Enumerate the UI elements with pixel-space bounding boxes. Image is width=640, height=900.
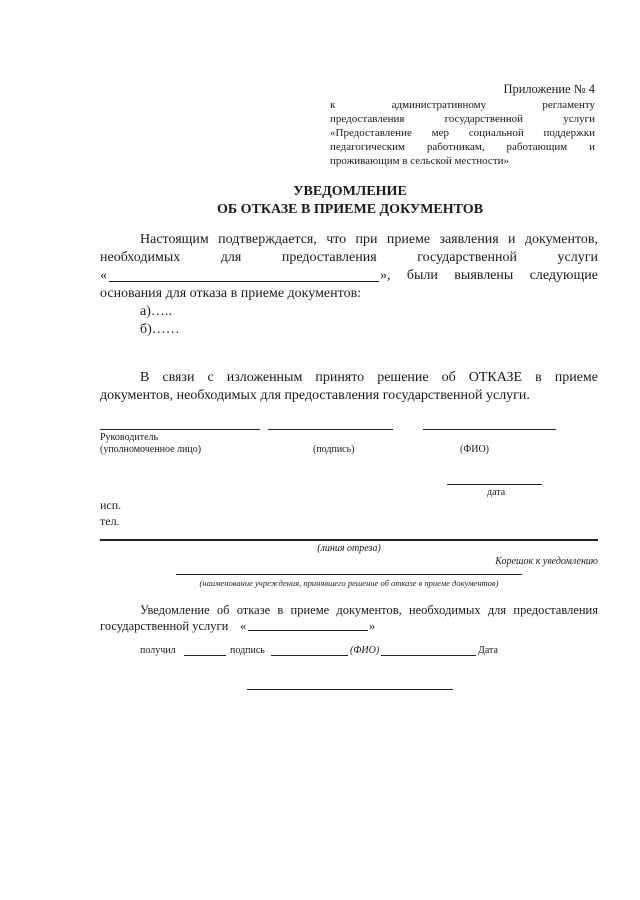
- stub-service-field: [248, 630, 368, 631]
- paragraph2-line: документов, необходимых для предоставления государственной услуги.: [100, 388, 530, 403]
- reason-item: а)…..: [140, 304, 172, 319]
- page-subtitle: ОБ ОТКАЗЕ В ПРИЕМЕ ДОКУМЕНТОВ: [216, 202, 484, 217]
- stub-service-text: государственной услуги: [100, 619, 229, 633]
- appendix-block: [330, 82, 595, 172]
- stub-sign-label: подпись: [230, 645, 265, 656]
- executor-label: исп.: [100, 498, 122, 512]
- appendix-line: к административному регламенту: [330, 99, 595, 111]
- stub-quote-close: »: [369, 619, 376, 633]
- head-sublabel: (уполномоченное лицо): [100, 444, 202, 455]
- service-name-field: [109, 281, 379, 282]
- cut-line: [100, 539, 598, 541]
- paragraph1-line: », были выявлены следующие: [380, 268, 598, 283]
- appendix-line: «Предоставление мер социальной поддержки: [330, 127, 595, 139]
- date-label: дата: [487, 487, 506, 498]
- paragraph1-line: Настоящим подтверждается, что при приеме заявления и документов,: [140, 232, 598, 247]
- institution-line: [176, 574, 522, 575]
- bottom-line: [247, 689, 453, 690]
- stub-fio-line: [381, 655, 476, 656]
- received-label: получил: [140, 645, 176, 656]
- institution-label: (наименование учреждения, принявшего решение об отказе в приеме документов): [199, 578, 499, 588]
- cut-line-label: (линия отреза): [317, 543, 381, 554]
- fio-label: (ФИО): [460, 444, 490, 455]
- phone-label: тел.: [100, 514, 120, 528]
- stub-sign-line: [271, 655, 348, 656]
- reason-item: б)……: [140, 322, 180, 337]
- fio-line: [423, 429, 556, 430]
- stub-line: Уведомление об отказе в приеме документов, необходимых для предоставления: [140, 603, 598, 617]
- date-line: [447, 484, 542, 485]
- paragraph1-line: основания для отказа в приеме документов:: [100, 286, 362, 301]
- stub-fio-label: (ФИО): [350, 645, 380, 656]
- stub-label: Корешок к уведомлению: [495, 556, 598, 567]
- appendix-line: проживающим в сельской местности»: [330, 155, 510, 167]
- appendix-title: Приложение № 4: [503, 82, 595, 96]
- head-signature-line: [100, 429, 260, 430]
- quote-open: «: [100, 268, 107, 283]
- appendix-line: предоставления государственной услуги: [330, 113, 595, 125]
- page-title: УВЕДОМЛЕНИЕ: [293, 184, 407, 199]
- paragraph1-line: необходимых для предоставления государственной услуги: [100, 250, 598, 265]
- appendix-line: педагогическим работникам, работающим и: [330, 141, 595, 153]
- stub-quote-open: «: [240, 619, 247, 633]
- head-label: Руководитель: [100, 432, 159, 443]
- stub-date-label: Дата: [478, 645, 498, 656]
- paragraph2-line: В связи с изложенным принято решение об ОТКАЗЕ в приеме: [140, 370, 598, 385]
- signature-line: [268, 429, 393, 430]
- received-line: [184, 655, 226, 656]
- sign-label: (подпись): [313, 444, 355, 455]
